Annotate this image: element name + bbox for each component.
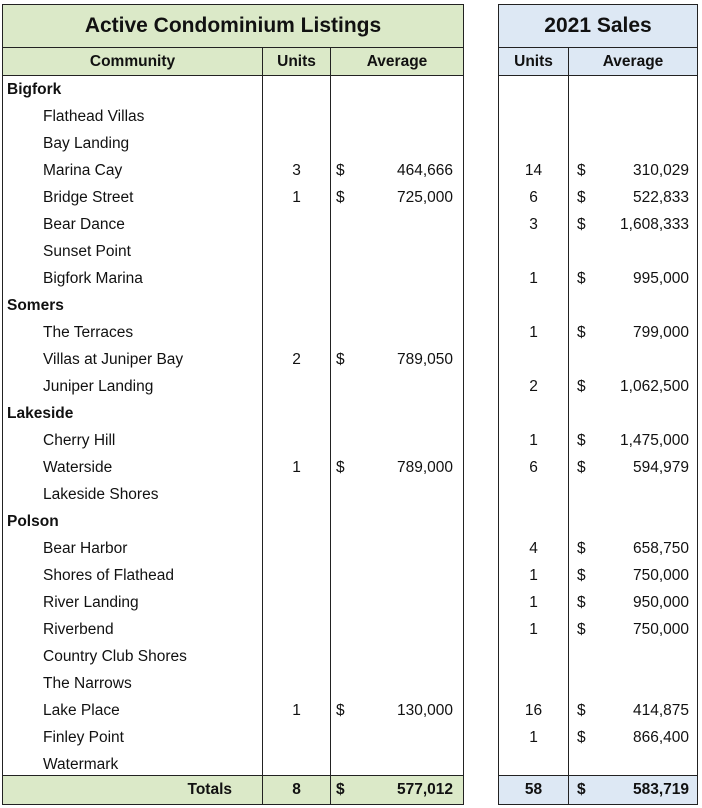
sales-average-cell [591,103,697,130]
active-dollar-cell [331,373,353,400]
table-row [3,616,463,643]
community-name: Waterside [3,454,263,481]
active-dollar-cell [331,427,353,454]
active-average-cell [353,130,463,157]
active-listings-header-row [3,48,463,76]
sales-average-cell [591,670,697,697]
sales-average-column-header: Average [602,52,664,70]
sales-units-cell: 1 [499,724,569,751]
community-group-row [3,508,463,535]
active-totals-average: 577,012 [396,781,453,798]
active-units-cell [263,724,331,751]
table-row [3,319,463,346]
table-row [499,130,697,157]
active-average-cell [353,643,463,670]
sales-dollar-cell [569,751,591,778]
sales-average-cell [591,346,697,373]
table-row [499,535,697,562]
community-name: Watermark [3,751,263,778]
sales-units-cell: 1 [499,319,569,346]
active-units-cell [263,481,331,508]
active-average-cell [353,508,463,535]
sales-average-cell [591,130,697,157]
sales-units-column-header: Units [499,48,569,75]
sales-average-cell: 866,400 [632,728,689,746]
sales-totals-units: 58 [499,776,569,804]
active-dollar-cell [331,508,353,535]
active-average-cell: 725,000 [396,188,453,206]
community-name: Sunset Point [3,238,263,265]
table-row [499,427,697,454]
sales-dollar-cell: $ [577,593,586,611]
active-units-column-header: Units [263,48,331,75]
sales-units-cell [499,670,569,697]
sales-average-cell: 950,000 [632,593,689,611]
table-row [3,211,463,238]
table-row [3,157,463,184]
table-row [499,238,697,265]
active-units-cell [263,238,331,265]
table-row [499,751,697,778]
community-group-name: Bigfork [3,76,263,103]
active-units-cell [263,76,331,103]
active-units-cell [263,562,331,589]
sales-dollar-cell: $ [577,620,586,638]
sales-units-cell: 6 [499,454,569,481]
active-dollar-cell [331,238,353,265]
table-row [499,562,697,589]
active-dollar-cell [331,76,353,103]
active-units-cell: 1 [263,184,331,211]
sales-units-cell: 1 [499,616,569,643]
table-row [499,589,697,616]
sales-units-cell: 14 [499,157,569,184]
active-dollar-cell: $ [336,350,345,368]
table-row [499,184,697,211]
active-dollar-cell: $ [336,701,345,719]
table-row [499,319,697,346]
table-row [3,643,463,670]
table-row [3,454,463,481]
sales-dollar-cell: $ [577,215,586,233]
table-row [499,670,697,697]
active-average-cell [353,265,463,292]
active-units-cell [263,319,331,346]
table-row [499,346,697,373]
sales-units-cell: 1 [499,562,569,589]
table-row [499,508,697,535]
community-name: Marina Cay [3,157,263,184]
community-name: Shores of Flathead [3,562,263,589]
sales-dollar-cell [569,130,591,157]
active-average-column-header: Average [366,52,428,70]
sales-dollar-cell: $ [577,728,586,746]
sales-dollar-cell [569,346,591,373]
community-name: The Narrows [3,670,263,697]
community-group-name: Polson [3,508,263,535]
active-units-cell [263,373,331,400]
active-dollar-cell [331,130,353,157]
sales-dollar-cell [569,76,591,103]
active-totals-units: 8 [263,776,331,804]
sales-units-cell [499,238,569,265]
active-dollar-cell [331,589,353,616]
table-row [3,751,463,778]
active-dollar-cell [331,481,353,508]
sales-units-cell: 16 [499,697,569,724]
community-name: Villas at Juniper Bay [3,346,263,373]
sales-average-cell [591,643,697,670]
sales-average-cell [591,238,697,265]
sales-average-cell: 522,833 [632,188,689,206]
sales-units-cell [499,103,569,130]
sales-average-cell: 594,979 [632,458,689,476]
table-row [499,157,697,184]
active-dollar-cell [331,535,353,562]
sales-average-cell [591,751,697,778]
sales-units-cell [499,508,569,535]
sales-dollar-cell [569,103,591,130]
sales-dollar-cell [569,481,591,508]
active-average-cell [353,400,463,427]
sales-average-cell [591,400,697,427]
active-dollar-cell [331,319,353,346]
community-name: Bigfork Marina [3,265,263,292]
active-dollar-cell: $ [336,458,345,476]
table-row [3,265,463,292]
table-row [499,724,697,751]
table-row [3,535,463,562]
active-average-cell [353,481,463,508]
active-dollar-cell [331,211,353,238]
active-average-cell [353,238,463,265]
active-average-cell [353,292,463,319]
sales-average-cell: 995,000 [632,269,689,287]
community-name: Finley Point [3,724,263,751]
community-name: Cherry Hill [3,427,263,454]
sales-totals-row [499,775,697,804]
active-units-cell [263,508,331,535]
table-row [3,670,463,697]
table-row [499,481,697,508]
table-row [499,292,697,319]
community-name: Bay Landing [3,130,263,157]
active-units-cell [263,400,331,427]
sales-average-cell: 799,000 [632,323,689,341]
sales-dollar-cell: $ [577,539,586,557]
sales-average-cell: 1,608,333 [620,215,689,233]
community-column-header: Community [3,48,263,75]
active-units-cell [263,211,331,238]
active-average-cell [353,319,463,346]
sales-units-cell [499,346,569,373]
sales-average-cell [591,76,697,103]
active-units-cell [263,589,331,616]
active-units-cell [263,616,331,643]
table-row [3,184,463,211]
active-units-cell: 3 [263,157,331,184]
active-units-cell: 2 [263,346,331,373]
community-group-row [3,292,463,319]
sales-average-cell [591,292,697,319]
sales-2021-table [498,4,698,805]
active-listings-title: Active Condominium Listings [3,5,463,48]
active-units-cell [263,535,331,562]
active-units-cell [263,670,331,697]
active-average-cell [353,373,463,400]
sales-average-cell: 750,000 [632,620,689,638]
sales-average-cell: 1,475,000 [620,431,689,449]
table-row [3,373,463,400]
sales-dollar-cell: $ [577,161,586,179]
sales-dollar-cell: $ [577,431,586,449]
table-row [499,76,697,103]
community-group-name: Lakeside [3,400,263,427]
sales-units-cell [499,76,569,103]
community-name: Bridge Street [3,184,263,211]
active-units-cell [263,103,331,130]
sales-average-cell: 1,062,500 [620,377,689,395]
active-units-cell [263,130,331,157]
community-group-row [3,400,463,427]
sales-units-cell: 2 [499,373,569,400]
active-listings-table [2,4,464,805]
active-average-cell: 789,000 [396,458,453,476]
sales-units-cell [499,130,569,157]
sales-dollar-cell [569,238,591,265]
table-row [3,346,463,373]
sales-units-cell [499,481,569,508]
sales-dollar-cell [569,292,591,319]
active-totals-row [3,775,463,804]
active-units-cell [263,643,331,670]
sales-units-cell: 1 [499,589,569,616]
active-average-cell [353,535,463,562]
active-average-cell: 130,000 [396,701,453,719]
table-row [3,724,463,751]
active-units-cell [263,751,331,778]
table-row [499,616,697,643]
active-dollar-cell [331,103,353,130]
sales-dollar-cell: $ [577,269,586,287]
sales-dollar-cell: $ [577,458,586,476]
sales-units-cell [499,292,569,319]
active-average-cell [353,751,463,778]
active-dollar-cell [331,643,353,670]
active-dollar-cell: $ [336,188,345,206]
community-name: Bear Harbor [3,535,263,562]
table-row [3,562,463,589]
active-dollar-cell [331,616,353,643]
sales-units-cell: 1 [499,427,569,454]
community-group-name: Somers [3,292,263,319]
table-row [3,427,463,454]
active-units-cell: 1 [263,697,331,724]
sales-units-cell: 1 [499,265,569,292]
community-name: Lake Place [3,697,263,724]
sales-units-cell: 4 [499,535,569,562]
sales-average-cell: 658,750 [632,539,689,557]
active-average-cell [353,103,463,130]
sales-dollar-cell [569,508,591,535]
table-row [499,265,697,292]
sales-units-cell: 6 [499,184,569,211]
table-row [499,373,697,400]
sales-title: 2021 Sales [499,5,697,48]
sales-dollar-cell: $ [577,323,586,341]
active-average-cell [353,670,463,697]
active-dollar-cell [331,400,353,427]
sales-units-cell [499,643,569,670]
active-dollar-cell: $ [336,161,345,179]
sales-dollar-cell: $ [577,377,586,395]
sales-average-cell: 310,029 [632,161,689,179]
table-row [499,211,697,238]
community-name: The Terraces [3,319,263,346]
community-name: Flathead Villas [3,103,263,130]
table-row [499,103,697,130]
active-units-cell [263,292,331,319]
community-group-row [3,76,463,103]
sales-totals-average: 583,719 [632,781,689,798]
sales-units-cell [499,400,569,427]
sales-body [499,76,697,778]
active-dollar-cell [331,292,353,319]
active-totals-dollar: $ [336,781,345,798]
table-row [499,454,697,481]
active-average-cell [353,427,463,454]
active-average-cell [353,211,463,238]
active-listings-body [3,76,463,778]
table-row [3,481,463,508]
active-units-cell: 1 [263,454,331,481]
active-dollar-cell [331,670,353,697]
sales-totals-dollar: $ [577,781,586,798]
active-average-cell [353,562,463,589]
community-name: Riverbend [3,616,263,643]
active-average-cell [353,76,463,103]
sales-dollar-cell: $ [577,188,586,206]
totals-label: Totals [3,776,263,804]
table-row [3,238,463,265]
sales-average-cell [591,481,697,508]
community-name: Bear Dance [3,211,263,238]
sales-dollar-cell [569,643,591,670]
table-row [3,103,463,130]
community-name: Juniper Landing [3,373,263,400]
active-average-cell [353,724,463,751]
active-dollar-cell [331,562,353,589]
table-row [499,643,697,670]
table-row [3,697,463,724]
table-row [499,697,697,724]
active-average-cell [353,616,463,643]
active-dollar-cell [331,265,353,292]
table-row [3,589,463,616]
sales-dollar-cell: $ [577,701,586,719]
sales-units-cell: 3 [499,211,569,238]
sales-dollar-cell [569,400,591,427]
active-units-cell [263,265,331,292]
sales-units-cell [499,751,569,778]
sales-dollar-cell: $ [577,566,586,584]
active-average-cell: 789,050 [396,350,453,368]
community-name: Lakeside Shores [3,481,263,508]
table-row [499,400,697,427]
active-units-cell [263,427,331,454]
active-average-cell: 464,666 [396,161,453,179]
active-dollar-cell [331,751,353,778]
table-row [3,130,463,157]
active-dollar-cell [331,724,353,751]
sales-header-row [499,48,697,76]
community-name: River Landing [3,589,263,616]
sales-average-cell: 414,875 [632,701,689,719]
community-name: Country Club Shores [3,643,263,670]
sales-dollar-cell [569,670,591,697]
active-average-cell [353,589,463,616]
sales-average-cell [591,508,697,535]
sales-average-cell: 750,000 [632,566,689,584]
